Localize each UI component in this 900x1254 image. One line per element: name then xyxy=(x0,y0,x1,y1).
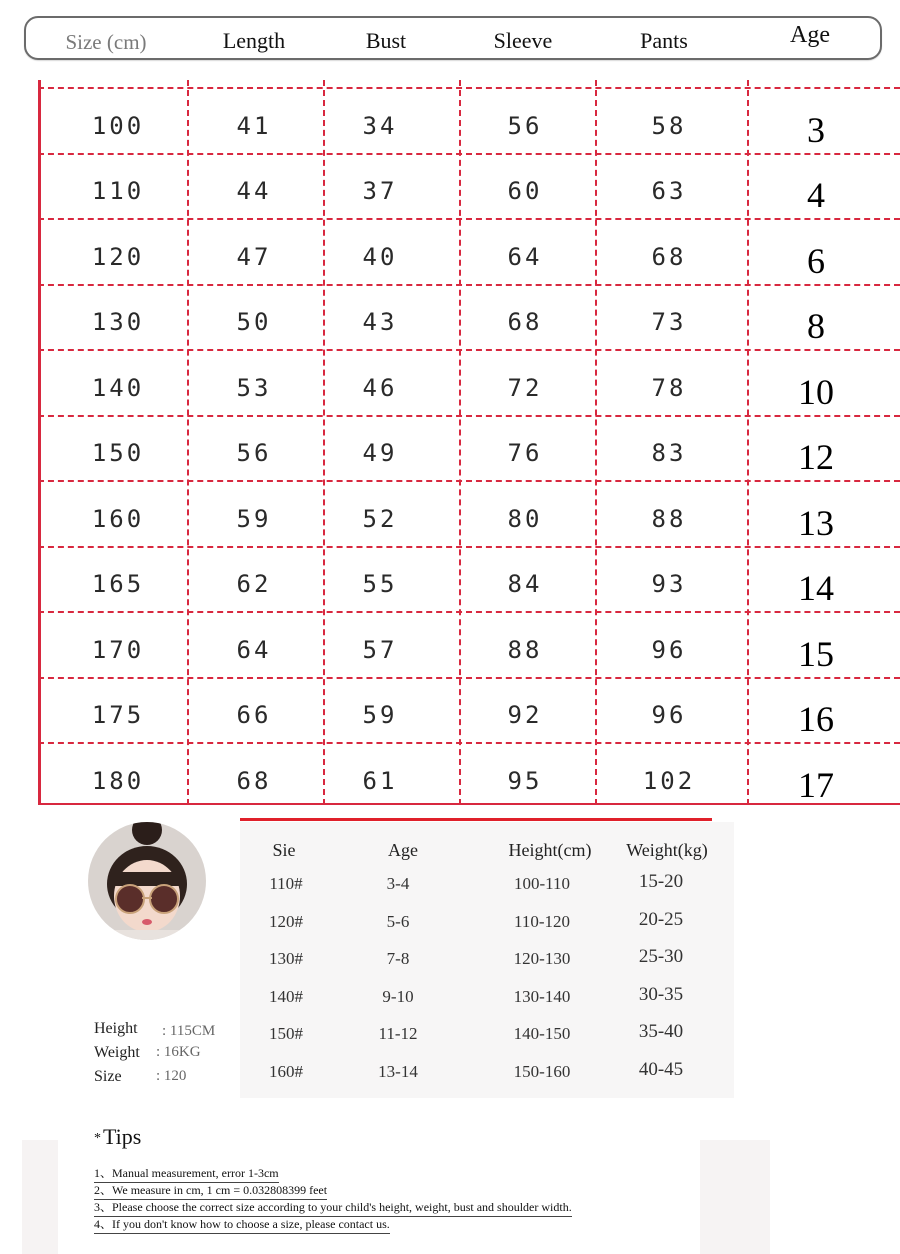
cell-pants: 96 xyxy=(651,701,687,730)
sec-cell-weight: 30-35 xyxy=(638,983,684,1005)
header-sleeve: Sleeve xyxy=(493,28,553,53)
column-divider xyxy=(595,80,597,805)
header-size: Size (cm) xyxy=(65,30,147,54)
sec-cell-height: 110-120 xyxy=(513,911,571,931)
cell-length: 66 xyxy=(236,701,272,730)
cell-age: 15 xyxy=(798,633,834,674)
row-divider xyxy=(38,284,900,286)
sec-cell-weight: 20-25 xyxy=(638,908,684,930)
cell-pants: 83 xyxy=(651,439,687,468)
sec-cell-height: 100-110 xyxy=(513,874,571,893)
cell-size: 120 xyxy=(91,242,145,271)
cell-pants: 63 xyxy=(651,177,687,206)
cell-bust: 43 xyxy=(362,308,398,337)
sec-cell-height: 140-150 xyxy=(513,1024,571,1043)
tip-item: 1、Manual measurement, error 1-3cm xyxy=(94,1164,279,1183)
cell-bust: 59 xyxy=(362,701,398,730)
cell-length: 41 xyxy=(236,111,272,140)
cell-size: 165 xyxy=(91,570,145,599)
row-divider xyxy=(38,415,900,417)
sec-cell-age: 3-4 xyxy=(386,874,410,893)
cell-pants: 102 xyxy=(642,766,696,795)
cell-bust: 34 xyxy=(362,111,398,140)
child-model-photo xyxy=(88,822,206,940)
cell-size: 100 xyxy=(91,111,145,140)
cell-age: 3 xyxy=(807,109,825,150)
sec-cell-weight: 25-30 xyxy=(638,946,684,967)
sec-cell-size: 120# xyxy=(269,911,303,931)
cell-sleeve: 76 xyxy=(507,439,543,468)
cell-length: 59 xyxy=(236,504,272,533)
column-divider xyxy=(323,80,325,805)
model-height-label: Height xyxy=(94,1020,138,1037)
cell-pants: 73 xyxy=(651,308,687,337)
cell-age: 14 xyxy=(798,568,834,609)
cell-pants: 68 xyxy=(651,242,687,271)
cell-pants: 78 xyxy=(651,373,687,402)
cell-length: 53 xyxy=(236,373,272,402)
cell-size: 175 xyxy=(91,701,145,730)
sec-cell-size: 150# xyxy=(269,1024,303,1043)
sec-header-weight: Weight(kg) xyxy=(626,840,708,860)
cell-bust: 46 xyxy=(362,373,398,402)
cell-pants: 88 xyxy=(651,504,687,533)
cell-size: 170 xyxy=(91,635,145,664)
cell-size: 110 xyxy=(91,177,145,206)
tips-title xyxy=(94,1124,141,1150)
sec-cell-height: 130-140 xyxy=(513,986,571,1006)
cell-age: 6 xyxy=(807,240,825,281)
sec-cell-age: 13-14 xyxy=(378,1061,418,1081)
cell-age: 16 xyxy=(798,699,834,740)
tip-item: 4、If you don't know how to choose a size, please contact us. xyxy=(94,1215,390,1234)
row-divider xyxy=(38,611,900,613)
sec-cell-weight: 35-40 xyxy=(638,1021,684,1042)
sec-cell-size: 130# xyxy=(269,949,303,968)
column-divider xyxy=(459,80,461,805)
cell-bust: 61 xyxy=(362,766,398,795)
cell-age: 8 xyxy=(807,306,825,347)
sec-cell-size: 110# xyxy=(269,874,303,893)
size-chart-header xyxy=(24,16,882,60)
model-weight-value: : 16KG xyxy=(156,1044,201,1060)
sec-cell-size: 140# xyxy=(269,986,303,1006)
model-size-label: Size xyxy=(94,1068,122,1085)
cell-age: 10 xyxy=(798,371,834,412)
cell-sleeve: 72 xyxy=(507,373,543,402)
cell-sleeve: 60 xyxy=(507,177,543,206)
cell-size: 130 xyxy=(91,308,145,337)
row-divider xyxy=(38,153,900,155)
row-divider xyxy=(38,218,900,220)
header-bust: Bust xyxy=(365,28,407,53)
row-divider xyxy=(38,480,900,482)
column-divider xyxy=(747,80,749,805)
cell-size: 150 xyxy=(91,439,145,468)
cell-sleeve: 95 xyxy=(507,766,543,795)
cell-bust: 55 xyxy=(362,570,398,599)
sec-cell-age: 9-10 xyxy=(382,986,414,1006)
row-divider xyxy=(38,87,900,89)
size-chart-table xyxy=(38,80,900,805)
cell-length: 50 xyxy=(236,308,272,337)
model-size-value: : 120 xyxy=(156,1068,187,1084)
sec-cell-height: 120-130 xyxy=(513,949,571,968)
sec-cell-age: 11-12 xyxy=(378,1024,418,1043)
cell-length: 47 xyxy=(236,242,272,271)
cell-sleeve: 84 xyxy=(507,570,543,599)
row-divider xyxy=(38,349,900,351)
cell-pants: 93 xyxy=(651,570,687,599)
cell-bust: 52 xyxy=(362,504,398,533)
cell-sleeve: 88 xyxy=(507,635,543,664)
column-divider xyxy=(187,80,189,805)
sec-cell-size: 160# xyxy=(269,1061,303,1081)
cell-pants: 58 xyxy=(651,111,687,140)
cell-age: 13 xyxy=(798,502,834,543)
cell-age: 12 xyxy=(798,437,834,478)
sec-cell-weight: 40-45 xyxy=(638,1058,684,1080)
cell-size: 140 xyxy=(91,373,145,402)
cell-length: 62 xyxy=(236,570,272,599)
cell-sleeve: 92 xyxy=(507,701,543,730)
sec-header-height: Height(cm) xyxy=(508,840,592,860)
row-divider xyxy=(38,546,900,548)
model-height-value: : 115CM xyxy=(162,1023,216,1039)
cell-size: 160 xyxy=(91,504,145,533)
sec-cell-age: 5-6 xyxy=(386,911,410,931)
tip-item: 3、Please choose the correct size according to your child's height, weight, bust and shoulder width. xyxy=(94,1198,572,1217)
cell-length: 56 xyxy=(236,439,272,468)
cell-pants: 96 xyxy=(651,635,687,664)
header-length: Length xyxy=(222,28,286,53)
header-age: Age xyxy=(790,22,830,48)
table-left-border xyxy=(38,80,41,805)
cell-length: 44 xyxy=(236,177,272,206)
sec-cell-weight: 15-20 xyxy=(638,871,684,892)
sec-header-age: Age xyxy=(388,840,418,860)
model-weight-label: Weight xyxy=(94,1044,140,1061)
sec-cell-height: 150-160 xyxy=(513,1061,571,1081)
row-divider xyxy=(38,677,900,679)
decorative-corner-mark xyxy=(22,1140,58,1254)
cell-sleeve: 64 xyxy=(507,242,543,271)
header-pants: Pants xyxy=(640,28,688,53)
cell-bust: 40 xyxy=(362,242,398,271)
decorative-corner-mark xyxy=(700,1140,770,1254)
cell-size: 180 xyxy=(91,766,145,795)
cell-bust: 37 xyxy=(362,177,398,206)
child-photo-image xyxy=(88,822,206,940)
sec-header-size: Sie xyxy=(272,840,296,860)
row-divider xyxy=(38,742,900,744)
cell-age: 4 xyxy=(807,175,825,216)
age-height-weight-table-rule xyxy=(240,818,712,821)
tips-title-text: Tips xyxy=(103,1124,142,1149)
cell-length: 64 xyxy=(236,635,272,664)
cell-age: 17 xyxy=(798,764,834,805)
tips-star: * xyxy=(94,1131,101,1146)
cell-bust: 57 xyxy=(362,635,398,664)
table-bottom-border xyxy=(38,803,900,805)
cell-sleeve: 68 xyxy=(507,308,543,337)
cell-sleeve: 56 xyxy=(507,111,543,140)
cell-sleeve: 80 xyxy=(507,504,543,533)
cell-bust: 49 xyxy=(362,439,398,468)
cell-length: 68 xyxy=(236,766,272,795)
tip-item: 2、We measure in cm, 1 cm = 0.032808399 feet xyxy=(94,1181,327,1200)
sec-cell-age: 7-8 xyxy=(386,949,410,968)
